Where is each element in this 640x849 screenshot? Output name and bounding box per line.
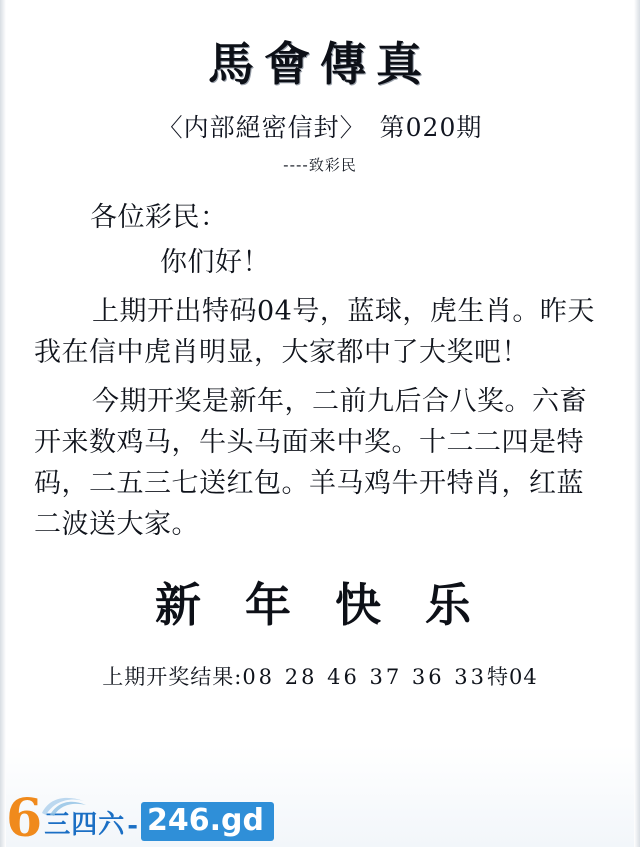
paragraph-1: 上期开出特码04号，蓝球，虎生肖。昨天我在信中虎肖明显，大家都中了大奖吧！	[34, 296, 595, 369]
paragraph-2: 今期开奖是新年，二前九后合八奖。六畜开来数鸡马，牛头马面来中奖。十二二四是特码，二五三七送红包。羊马鸡牛开特肖，红蓝二波送大家。	[34, 386, 587, 541]
salutation: 各位彩民：	[90, 202, 228, 233]
page-edge-left	[0, 0, 6, 847]
logo-domain[interactable]: 246.gd	[141, 802, 274, 841]
footer-watermark	[0, 789, 640, 847]
logo-six-digit: 6	[6, 788, 43, 849]
page-title: 馬會傳真	[208, 37, 432, 91]
blessing-text: 新 年 快 乐	[154, 578, 486, 633]
result-numbers: 08 28 46 37 36 33	[242, 665, 488, 690]
subtitle-row	[0, 108, 640, 144]
logo-separator: -	[127, 811, 139, 841]
logo-chinese-text: 三四六	[44, 810, 126, 840]
swoosh-icon	[40, 791, 88, 817]
dedication-line: ----致彩民	[283, 156, 357, 174]
result-label: 上期开奖结果:	[102, 665, 243, 690]
subtitle-text: 〈内部絕密信封〉	[157, 113, 366, 142]
page-edge-right	[634, 0, 640, 847]
result-special-number: 04	[509, 665, 538, 690]
greeting: 你们好！	[160, 247, 270, 279]
result-special-label: 特	[487, 665, 510, 690]
letter-body	[34, 197, 606, 545]
issue-number: 第020期	[379, 113, 483, 142]
previous-result-line	[0, 661, 640, 691]
site-logo[interactable]	[6, 788, 274, 849]
